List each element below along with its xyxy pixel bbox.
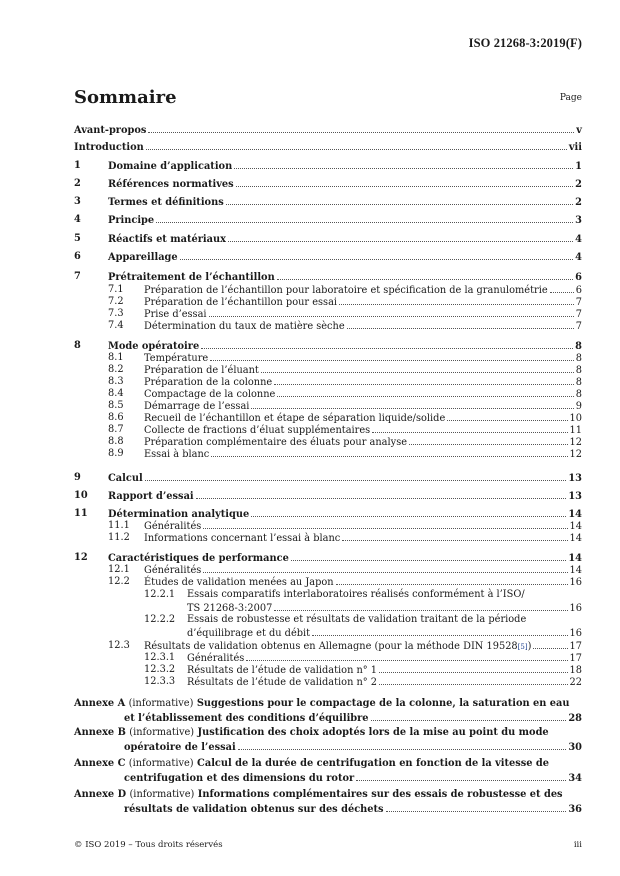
toc-entry-page: 4 bbox=[575, 234, 582, 245]
leader-dots bbox=[356, 771, 566, 781]
toc-entry-label: Caractéristiques de performance bbox=[108, 553, 289, 564]
leader-dots bbox=[251, 399, 573, 409]
toc-entry-label: Avant-propos bbox=[74, 125, 147, 136]
toc-entry-page: 28 bbox=[568, 712, 582, 724]
toc-entry-number: 9 bbox=[74, 472, 81, 483]
leader-dots bbox=[372, 423, 567, 433]
toc-entry-label: Préparation de l’échantillon pour essai bbox=[144, 297, 338, 308]
leader-dots bbox=[379, 675, 567, 685]
toc-entry-number: 11.2 bbox=[108, 532, 130, 543]
toc-annex-entry[interactable] bbox=[74, 758, 582, 785]
toc-entry-number: 7.3 bbox=[108, 308, 124, 319]
toc-entry-label: Généralités bbox=[187, 653, 245, 664]
leader-dots bbox=[409, 435, 568, 445]
toc-entry-number: 1 bbox=[74, 160, 81, 171]
toc-entry-page: 8 bbox=[575, 365, 582, 376]
toc-entry-label: Réactifs et matériaux bbox=[108, 234, 226, 245]
leader-dots bbox=[261, 363, 574, 373]
page-number: iii bbox=[573, 840, 582, 850]
toc-entry-page: 16 bbox=[569, 603, 582, 614]
reference-marker[interactable]: [5] bbox=[517, 643, 528, 651]
toc-entry-text bbox=[108, 270, 582, 284]
toc-entry-label: Appareillage bbox=[108, 252, 178, 263]
toc-entry-number: 8.7 bbox=[108, 424, 124, 435]
toc-entry-number: 8.6 bbox=[108, 412, 124, 423]
toc-entry-page: 14 bbox=[569, 521, 582, 532]
toc-entry-label: Compactage de la colonne bbox=[144, 389, 276, 400]
annex-title-line2: opératoire de l’essai bbox=[124, 741, 236, 753]
toc-entry-label-line2 bbox=[187, 626, 582, 640]
toc-entry-page: 9 bbox=[575, 401, 582, 412]
toc-entry-number: 3 bbox=[74, 196, 81, 207]
toc-annex-entry[interactable] bbox=[74, 727, 582, 754]
page-title: Sommaire bbox=[74, 87, 177, 108]
toc-entry-text bbox=[74, 140, 582, 154]
leader-dots bbox=[342, 531, 567, 541]
toc-entry-number: 8.1 bbox=[108, 352, 124, 363]
leader-dots bbox=[209, 307, 574, 317]
toc-entry-number: 8.8 bbox=[108, 436, 124, 447]
leader-dots bbox=[533, 639, 567, 649]
annex-heading-line2 bbox=[74, 740, 582, 755]
toc-entry[interactable] bbox=[74, 613, 582, 639]
annex-title-line1: Suggestions pour le compactage de la colonne, la saturation en eau bbox=[196, 698, 570, 709]
toc-entry-page: 1 bbox=[575, 161, 582, 172]
toc-entry-label: d’équilibrage et du débit bbox=[187, 628, 311, 639]
toc-entry-number: 8.2 bbox=[108, 364, 124, 375]
toc-annex-entry[interactable] bbox=[74, 789, 582, 816]
leader-dots bbox=[336, 575, 568, 585]
toc-entry-label: Généralités bbox=[144, 565, 202, 576]
leader-dots bbox=[234, 159, 573, 169]
annex-title-line1: Calcul de la durée de centrifugation en fonction de la vitesse de bbox=[197, 758, 550, 769]
toc-entry-page: 11 bbox=[569, 425, 582, 436]
copyright-notice: © ISO 2019 – Tous droits réservés bbox=[74, 840, 223, 850]
toc-annex-entry[interactable] bbox=[74, 698, 582, 725]
annex-title-line1: Justification des choix adoptés lors de la mise au point du mode bbox=[197, 727, 549, 738]
toc-entry-page: 2 bbox=[575, 179, 582, 190]
toc-entry-number: 7.1 bbox=[108, 284, 124, 295]
toc-entry-number: 7.2 bbox=[108, 296, 124, 307]
toc-entry-number: 5 bbox=[74, 233, 81, 244]
toc-entry-page: 14 bbox=[568, 553, 582, 564]
toc-entry-page: 6 bbox=[575, 285, 582, 296]
leader-dots bbox=[447, 411, 567, 421]
toc-entry-page: 30 bbox=[568, 741, 582, 753]
toc-entry-number: 12 bbox=[74, 552, 88, 563]
toc-entry-text bbox=[108, 195, 582, 209]
leader-dots bbox=[156, 213, 573, 223]
toc-entry-page: 7 bbox=[575, 321, 582, 332]
toc-entry-page: 12 bbox=[569, 449, 582, 460]
toc-entry-number: 12.2.2 bbox=[144, 614, 176, 625]
toc-entry-text bbox=[187, 675, 582, 689]
annex-title-line1: Informations complémentaires sur des essais de robustesse et des bbox=[197, 789, 563, 800]
toc-entry-number: 4 bbox=[74, 214, 81, 225]
toc-entry-label: Références normatives bbox=[108, 179, 234, 190]
annex-prefix: Annexe D bbox=[74, 789, 127, 800]
annex-heading-line1 bbox=[74, 789, 582, 802]
toc-entry-label: Prise d’essai bbox=[144, 309, 207, 320]
toc-entry-text bbox=[108, 232, 582, 246]
toc-entry-page: vii bbox=[568, 142, 582, 153]
leader-dots bbox=[210, 351, 574, 361]
leader-dots bbox=[246, 651, 567, 661]
toc-entry-number: 12.3.2 bbox=[144, 664, 176, 675]
toc-entry-label: Introduction bbox=[74, 142, 144, 153]
toc-entry-number: 12.3 bbox=[108, 640, 130, 651]
annex-title-line2: résultats de validation obtenus sur des déchets bbox=[124, 803, 384, 815]
toc-entry-text bbox=[108, 250, 582, 264]
toc-entry-text bbox=[108, 159, 582, 173]
toc-entry-page: 8 bbox=[575, 353, 582, 364]
toc-entry-page: 22 bbox=[569, 677, 582, 688]
toc-entry-page: 34 bbox=[568, 772, 582, 784]
toc-entry-text bbox=[187, 588, 582, 615]
toc-entry-label: Calcul bbox=[108, 473, 143, 484]
toc-entry-label: Termes et définitions bbox=[108, 197, 224, 208]
toc-entry-number: 12.2.1 bbox=[144, 589, 176, 600]
annex-heading-line2 bbox=[74, 802, 582, 817]
toc-entry-label: Généralités bbox=[144, 521, 202, 532]
toc-entry-page: 3 bbox=[575, 215, 582, 226]
leader-dots bbox=[145, 471, 567, 481]
leader-dots bbox=[146, 140, 567, 150]
toc-entry-page: 8 bbox=[575, 341, 582, 352]
standard-code: ISO 21268-3:2019(F) bbox=[468, 36, 582, 50]
toc-entry-page: 2 bbox=[575, 197, 582, 208]
leader-dots bbox=[291, 551, 567, 561]
toc-entry-page: 8 bbox=[575, 389, 582, 400]
toc-entry-page: 14 bbox=[569, 565, 582, 576]
annex-title-line2: et l’établissement des conditions d’équilibre bbox=[124, 712, 369, 724]
toc-entry-page: 12 bbox=[569, 437, 582, 448]
leader-dots bbox=[226, 195, 573, 205]
toc-entry-number: 12.2 bbox=[108, 576, 130, 587]
toc-entry-label-line1: Essais comparatifs interlaboratoires réalisés conformément à l’ISO/ bbox=[187, 589, 525, 600]
toc-entry-label: Préparation de la colonne bbox=[144, 377, 273, 388]
toc-entry-number: 12.1 bbox=[108, 564, 130, 575]
toc-entry-page: 4 bbox=[575, 252, 582, 263]
annex-prefix: Annexe A bbox=[74, 698, 126, 709]
toc-entry[interactable] bbox=[74, 588, 582, 614]
leader-dots bbox=[277, 387, 573, 397]
leader-dots bbox=[274, 375, 574, 385]
toc-entry-number: 7.4 bbox=[108, 320, 124, 331]
leader-dots bbox=[251, 507, 566, 517]
toc-entry-text bbox=[187, 613, 582, 640]
leader-dots bbox=[238, 740, 567, 750]
toc-entry-page: 17 bbox=[569, 641, 582, 652]
toc-entry-label: Résultats de l’étude de validation n° 1 bbox=[187, 665, 378, 676]
toc-entry-label: Collecte de fractions d’éluat supplémentaires bbox=[144, 425, 371, 436]
toc-entry-label: Résultats de l’étude de validation n° 2 bbox=[187, 677, 378, 688]
toc-entry-number: 8 bbox=[74, 340, 81, 351]
leader-dots bbox=[277, 270, 573, 280]
annex-heading-line1 bbox=[74, 727, 582, 740]
toc-entry-label: Mode opératoire bbox=[108, 341, 200, 352]
leader-dots bbox=[371, 711, 567, 721]
annex-type: (informative) bbox=[129, 727, 195, 738]
leader-dots bbox=[550, 283, 574, 293]
toc-entry-text bbox=[108, 177, 582, 191]
toc-entry-number: 11.1 bbox=[108, 520, 130, 531]
toc-entry-page: 14 bbox=[569, 533, 582, 544]
toc-entry-number: 11 bbox=[74, 508, 88, 519]
toc-entry-number: 8.4 bbox=[108, 388, 124, 399]
toc-entry-label: Recueil de l’échantillon et étape de séparation liquide/solide bbox=[144, 413, 446, 424]
toc-entry-page: 7 bbox=[575, 309, 582, 320]
toc-entry-text bbox=[108, 213, 582, 227]
leader-dots bbox=[196, 489, 567, 499]
toc-entry-text bbox=[74, 123, 582, 137]
annex-heading-line1 bbox=[74, 758, 582, 771]
toc-entry-number: 12.3.3 bbox=[144, 676, 176, 687]
leader-dots bbox=[339, 295, 574, 305]
toc-entry-label: Résultats de validation obtenus en Allemagne (pour la méthode DIN 19528 bbox=[144, 641, 518, 652]
toc-entry-number: 6 bbox=[74, 251, 81, 262]
toc-entry-label: Démarrage de l’essai bbox=[144, 401, 250, 412]
toc-entry-label: Informations concernant l’essai à blanc bbox=[144, 533, 341, 544]
toc-entry-page: 16 bbox=[569, 628, 582, 639]
toc-entry-label: Essai à blanc bbox=[144, 449, 210, 460]
annex-prefix: Annexe B bbox=[74, 727, 126, 738]
annex-title-line2: centrifugation et des dimensions du rotor bbox=[124, 772, 355, 784]
toc-entry-number: 8.9 bbox=[108, 448, 124, 459]
toc-entry-page: 7 bbox=[575, 297, 582, 308]
toc-entry-page: 13 bbox=[568, 491, 582, 502]
toc-entry-text bbox=[144, 531, 582, 545]
toc-entry-label: Études de validation menées au Japon bbox=[144, 577, 334, 588]
toc-entry-page: 6 bbox=[575, 272, 582, 283]
leader-dots bbox=[180, 250, 574, 260]
toc-entry-page: 10 bbox=[569, 413, 582, 424]
toc-entry-label: Domaine d’application bbox=[108, 161, 233, 172]
toc-entry-label: Rapport d’essai bbox=[108, 491, 194, 502]
toc-entry-number: 8.5 bbox=[108, 400, 124, 411]
leader-dots bbox=[203, 563, 567, 573]
toc-entry-number: 12.3.1 bbox=[144, 652, 176, 663]
toc-entry-number: 8.3 bbox=[108, 376, 124, 387]
leader-dots bbox=[211, 447, 567, 457]
toc-entry-label: Détermination analytique bbox=[108, 509, 250, 520]
toc-entry-label: Préparation complémentaire des éluats pour analyse bbox=[144, 437, 408, 448]
annex-heading-line1 bbox=[74, 698, 582, 711]
toc-entry-text bbox=[144, 575, 582, 589]
toc-entry-label: TS 21268-3:2007 bbox=[187, 603, 273, 614]
leader-dots bbox=[228, 232, 573, 242]
toc-entry-number: 10 bbox=[74, 490, 88, 501]
toc-entry-page: 17 bbox=[569, 653, 582, 664]
toc-entry-number: 7 bbox=[74, 271, 81, 282]
leader-dots bbox=[203, 519, 567, 529]
page-column-label: Page bbox=[559, 93, 582, 103]
toc-entry-label: Préparation de l’éluant bbox=[144, 365, 259, 376]
toc-entry-label: Préparation de l’échantillon pour laboratoire et spécification de la granulométrie bbox=[144, 285, 548, 296]
toc-entry-text bbox=[108, 489, 582, 503]
toc-entry-label: Température bbox=[144, 353, 209, 364]
toc-entry-label: Principe bbox=[108, 215, 155, 226]
annex-type: (informative) bbox=[128, 698, 194, 709]
toc-entry-label: Prétraitement de l’échantillon bbox=[108, 272, 275, 283]
leader-dots bbox=[386, 802, 567, 812]
toc-entry-page: 8 bbox=[575, 377, 582, 388]
toc-entry-text bbox=[144, 319, 582, 333]
leader-dots bbox=[312, 626, 567, 636]
annex-type: (informative) bbox=[129, 789, 195, 800]
toc-entry-page: 13 bbox=[568, 473, 582, 484]
toc-entry-label-end: ) bbox=[527, 641, 532, 652]
annex-prefix: Annexe C bbox=[74, 758, 126, 769]
leader-dots bbox=[148, 123, 574, 133]
annex-heading-line2 bbox=[74, 711, 582, 726]
leader-dots bbox=[347, 319, 574, 329]
toc-entry-page: 14 bbox=[568, 509, 582, 520]
toc-entry-page: 36 bbox=[568, 803, 582, 815]
toc-entry-text bbox=[108, 471, 582, 485]
toc-entry-page: 16 bbox=[569, 577, 582, 588]
toc-entry-page: 18 bbox=[569, 665, 582, 676]
leader-dots bbox=[201, 339, 573, 349]
toc-entry-number: 2 bbox=[74, 178, 81, 189]
toc-entry-text bbox=[144, 447, 582, 461]
leader-dots bbox=[274, 601, 567, 611]
toc-entry-label-line1: Essais de robustesse et résultats de validation traitant de la période bbox=[187, 614, 527, 625]
toc-entry-page: v bbox=[576, 125, 582, 136]
leader-dots bbox=[379, 663, 567, 673]
annex-heading-line2 bbox=[74, 771, 582, 786]
leader-dots bbox=[236, 177, 573, 187]
toc-entry-label: Détermination du taux de matière sèche bbox=[144, 321, 345, 332]
annex-type: (informative) bbox=[128, 758, 194, 769]
